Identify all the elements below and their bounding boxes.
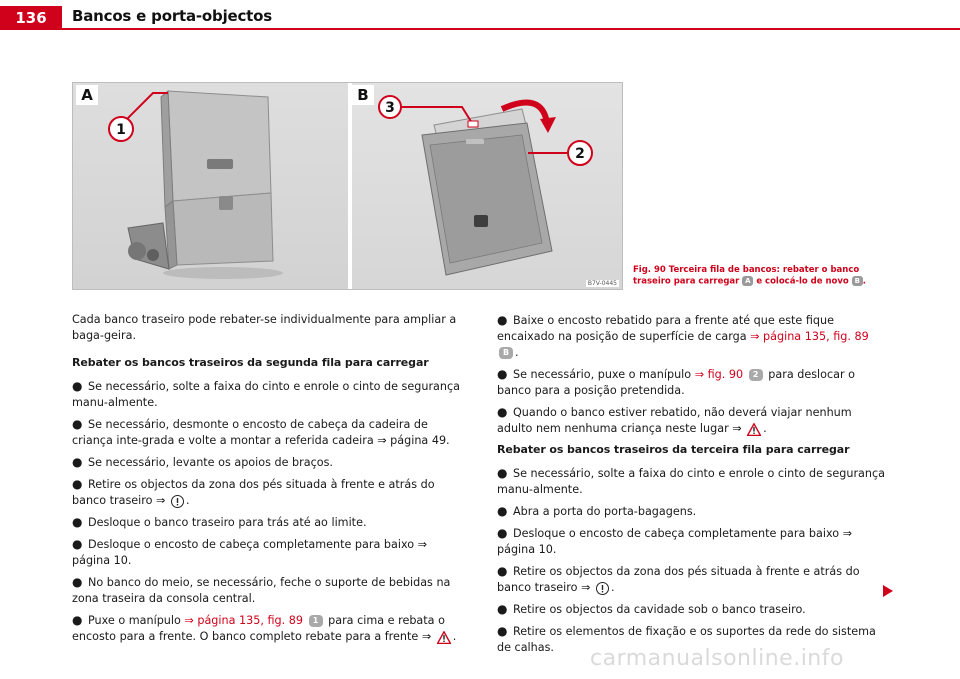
callout-2: 2 <box>575 146 585 162</box>
list-item <box>497 465 889 498</box>
bullet-icon: ● <box>497 602 508 616</box>
panel-letter-a: A <box>76 85 98 105</box>
list-item-end: . <box>763 422 767 435</box>
bullet-icon: ● <box>497 466 508 480</box>
list-item-text: Desloque o encosto de cabeça completamente para baixo ⇒ página 10. <box>497 527 853 556</box>
bullet-icon: ● <box>497 405 508 419</box>
list-item <box>72 454 464 471</box>
list-item-text: Puxe o manípulo <box>88 614 181 627</box>
figure-90 <box>72 82 623 290</box>
list-item <box>497 525 889 558</box>
caption-end: . <box>862 276 866 287</box>
header-rule <box>62 28 960 30</box>
list-item <box>72 378 464 411</box>
list-item-text: Se necessário, solte a faixa do cinto e enrole o cinto de segurança manu-almente. <box>72 380 461 409</box>
seat-folded-illustration <box>352 83 623 289</box>
list-item <box>72 476 464 509</box>
list-item <box>72 416 464 449</box>
bullet-icon: ● <box>72 613 83 627</box>
callout-badge: 2 <box>749 369 763 381</box>
watermark: carmanualsonline.info <box>590 646 844 671</box>
callout-3: 3 <box>385 100 395 116</box>
right-column <box>497 312 889 661</box>
list-item-text: Abra a porta do porta-bagagens. <box>513 505 697 518</box>
list-item-text: Retire os objectos da zona dos pés situada à frente e atrás do banco traseiro ⇒ <box>72 478 435 507</box>
section-heading-third-row: Rebater os bancos traseiros da terceira fila para carregar <box>497 443 850 456</box>
list-item-text-post: para cima e rebata o encosto para a frente. O banco completo rebate para a frente ⇒ <box>72 614 445 643</box>
bullet-icon: ● <box>72 379 83 393</box>
bullet-icon: ● <box>497 313 508 327</box>
list-item-end: . <box>515 346 519 359</box>
list-item-text: No banco do meio, se necessário, feche o suporte de bebidas na zona traseira da consola central. <box>72 576 451 605</box>
bullet-icon: ● <box>497 526 508 540</box>
figure-panel-a <box>73 83 348 289</box>
page-reference-link[interactable]: ⇒ página 135, fig. 89 <box>184 614 303 627</box>
list-item-text: Desloque o encosto de cabeça completamente para baixo ⇒ página 10. <box>72 538 428 567</box>
caption-badge-a: A <box>742 276 753 286</box>
bullet-icon: ● <box>72 575 83 589</box>
left-column <box>72 312 464 650</box>
bullet-icon: ● <box>72 537 83 551</box>
callout-badge: 1 <box>309 615 323 627</box>
list-item-text: Retire os objectos da cavidade sob o banco traseiro. <box>513 603 806 616</box>
list-item-end: . <box>185 494 190 507</box>
warning-triangle-icon <box>437 631 451 644</box>
list-item <box>497 404 889 437</box>
list-item <box>497 601 889 618</box>
page-reference-link[interactable]: ⇒ página 135, fig. 89 <box>750 330 869 343</box>
list-item <box>497 503 889 520</box>
bullet-icon: ● <box>497 504 508 518</box>
list-item-text: Se necessário, desmonte o encosto de cabeça da cadeira de criança inte-grada e volte a montar a referida cadeira ⇒ página 49. <box>72 418 450 447</box>
page-title: Bancos e porta-objectos <box>72 7 272 25</box>
figure-panel-b <box>352 83 623 289</box>
bullet-icon: ● <box>72 477 83 491</box>
list-item-text-post: para deslocar o banco para a posição pretendida. <box>497 368 856 397</box>
bullet-icon: ● <box>497 624 508 638</box>
list-item <box>72 612 464 645</box>
bullet-icon: ● <box>497 367 508 381</box>
bullet-icon: ● <box>72 515 83 529</box>
list-item <box>497 366 889 399</box>
list-item-text: Se necessário, puxe o manípulo <box>513 368 692 381</box>
bullet-icon: ● <box>497 564 508 578</box>
figure-code: B7V-0445 <box>587 280 617 287</box>
caption-prefix: Fig. 90 Terceira fila de bancos: rebater o banco traseiro para carregar <box>633 265 860 287</box>
note-icon <box>171 495 184 508</box>
list-item-text: Quando o banco estiver rebatido, não deverá viajar nenhum adulto nem nenhuma criança neste lugar ⇒ <box>497 406 852 435</box>
caption-badge-b: B <box>852 276 863 286</box>
page-header <box>0 0 960 30</box>
figure-reference-link[interactable]: ⇒ fig. 90 <box>694 368 744 381</box>
next-page-arrow-icon[interactable] <box>882 584 894 598</box>
callout-badge: B <box>499 347 513 359</box>
note-icon <box>596 582 609 595</box>
seat-upright-illustration <box>73 83 348 289</box>
page-number: 136 <box>0 6 62 30</box>
section-heading-second-row: Rebater os bancos traseiros da segunda fila para carregar <box>72 356 429 369</box>
bullet-icon: ● <box>72 455 83 469</box>
bullet-icon: ● <box>72 417 83 431</box>
list-item <box>72 536 464 569</box>
figure-caption <box>633 265 893 288</box>
list-item <box>72 574 464 607</box>
list-item-text: Se necessário, solte a faixa do cinto e enrole o cinto de segurança manu-almente. <box>497 467 886 496</box>
list-item-text: Desloque o banco traseiro para trás até ao limite. <box>88 516 367 529</box>
list-item-end: . <box>610 581 615 594</box>
caption-middle: e colocá-lo de novo <box>756 276 849 287</box>
list-item-text: Se necessário, levante os apoios de braços. <box>88 456 333 469</box>
list-item <box>497 563 889 596</box>
callout-1: 1 <box>116 122 126 138</box>
list-item-text: Retire os elementos de fixação e os suportes da rede do sistema de calhas. <box>497 625 876 654</box>
intro-paragraph: Cada banco traseiro pode rebater-se individualmente para ampliar a baga-geira. <box>72 313 457 342</box>
list-item <box>72 514 464 531</box>
panel-letter-b: B <box>352 85 374 105</box>
list-item-text: Retire os objectos da zona dos pés situada à frente e atrás do banco traseiro ⇒ <box>497 565 860 594</box>
warning-triangle-icon <box>747 423 761 436</box>
list-item-end: . <box>452 630 457 643</box>
list-item-text: Baixe o encosto rebatido para a frente até que este fique encaixado na posição de superfície de carga <box>497 314 834 343</box>
list-item <box>497 312 889 361</box>
